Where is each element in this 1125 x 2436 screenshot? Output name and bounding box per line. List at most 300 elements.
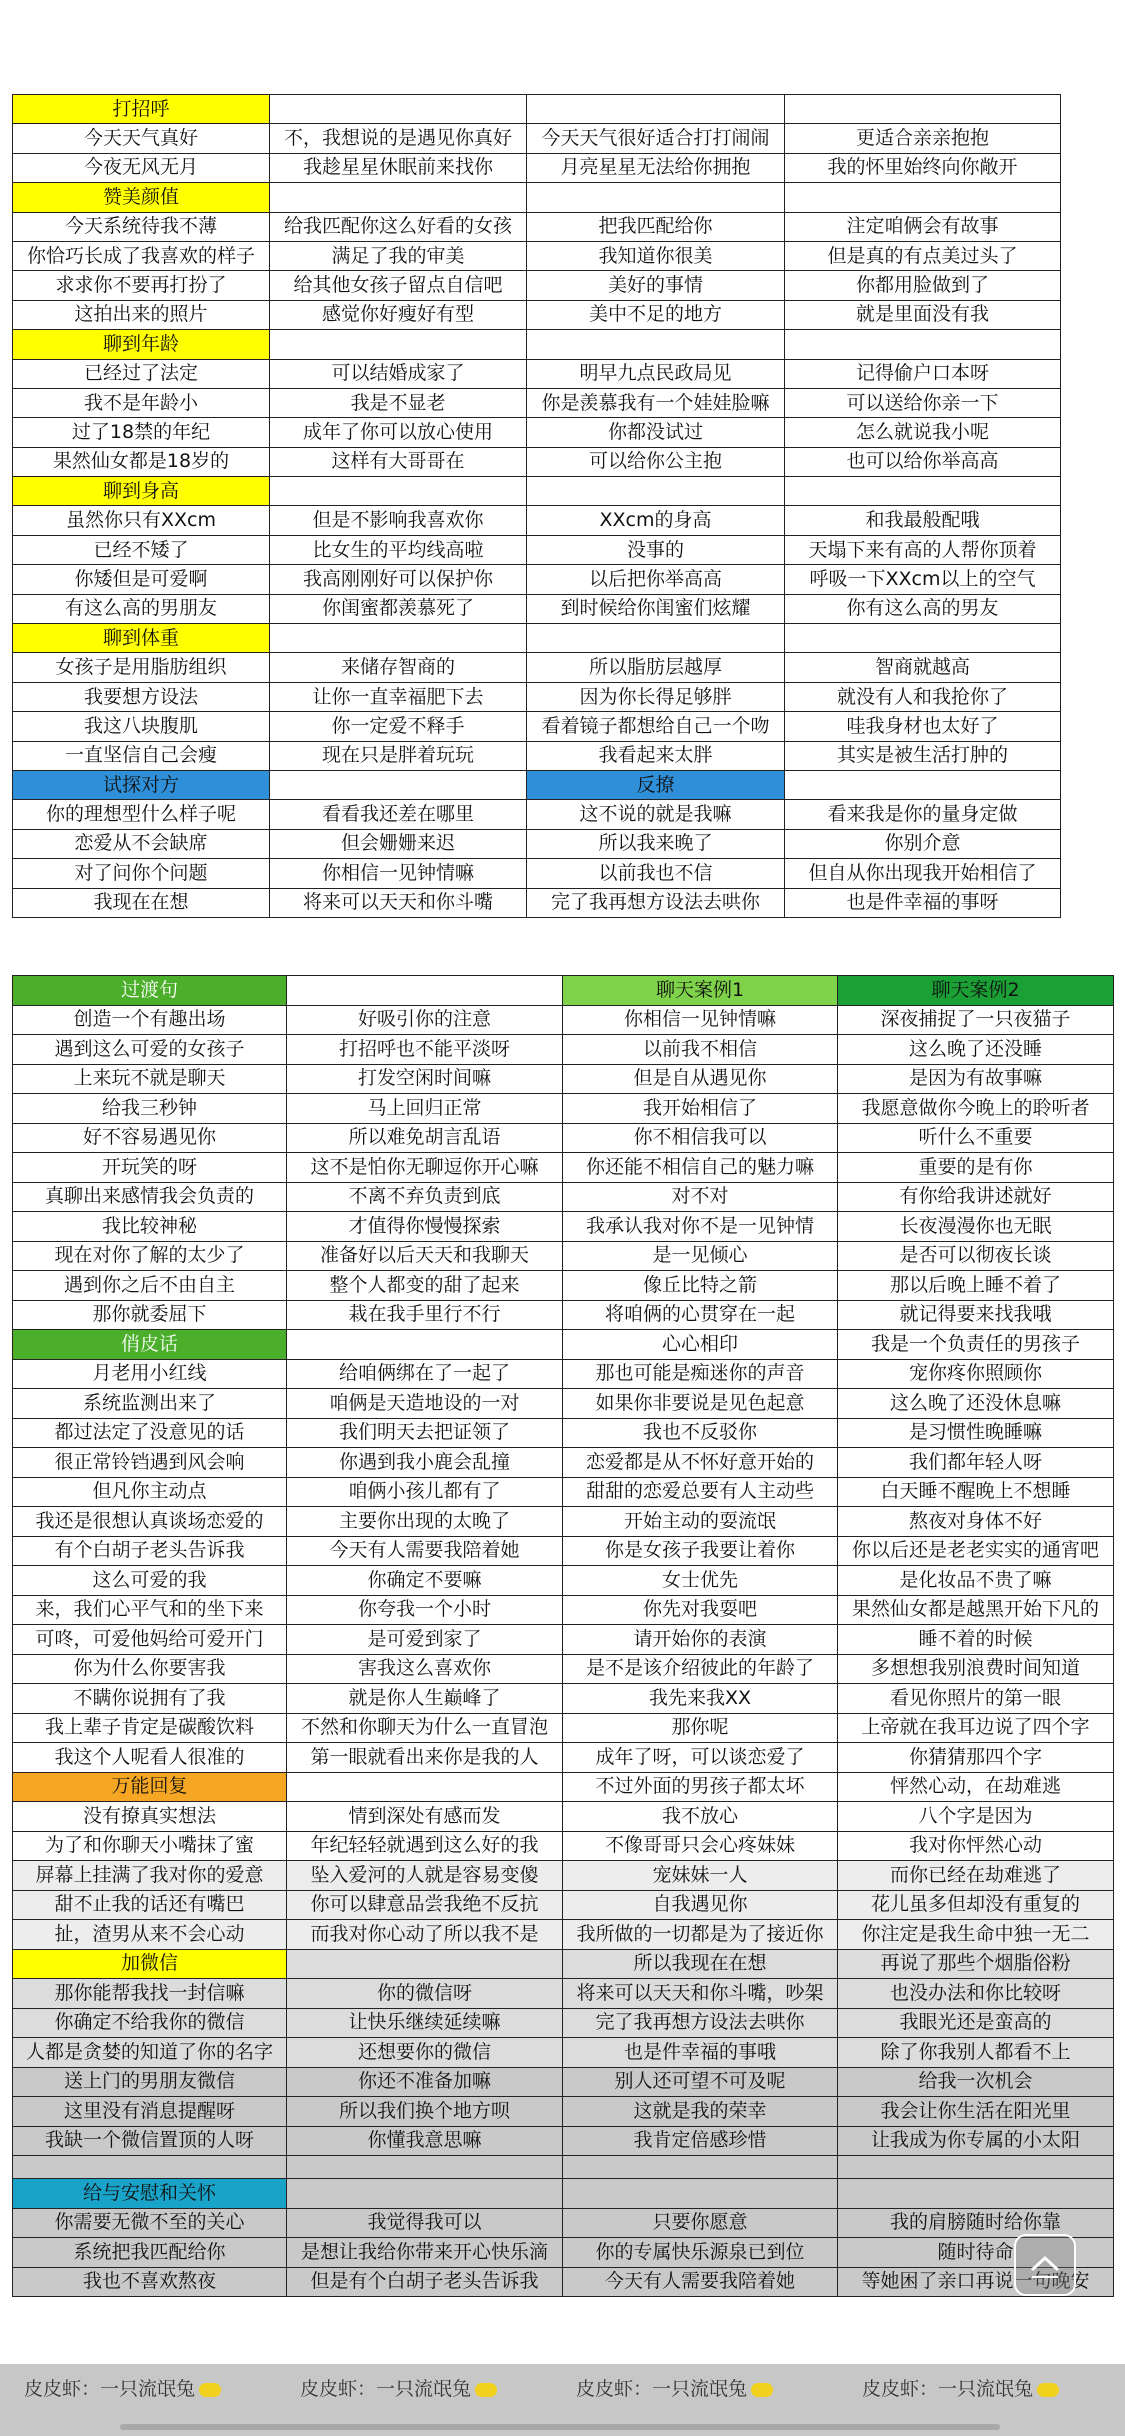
table-cell: 我缺一个微信置顶的人呀 <box>13 2126 287 2156</box>
table-cell: 果然仙女都是越黑开始下凡的 <box>838 1595 1114 1625</box>
table-cell: 栽在我手里行不行 <box>287 1300 563 1330</box>
table-cell: 但是有个白胡子老头告诉我 <box>287 2267 563 2297</box>
table-cell: 所以我来晚了 <box>527 829 785 858</box>
table-row <box>13 741 1061 770</box>
table-cell <box>785 624 1061 653</box>
table-cell <box>270 330 527 359</box>
table-row <box>13 1064 1114 1094</box>
table-row <box>13 594 1061 623</box>
table-cell: 我眼光还是蛮高的 <box>838 2008 1114 2038</box>
section-title-cell: 打招呼 <box>13 95 270 124</box>
table-cell: 坠入爱河的人就是容易变傻 <box>287 1861 563 1891</box>
table-cell: 你确定不给我你的微信 <box>13 2008 287 2038</box>
table-cell: 更适合亲亲抱抱 <box>785 124 1061 153</box>
table-cell: 像丘比特之箭 <box>563 1271 838 1301</box>
table-cell: 看见你照片的第一眼 <box>838 1684 1114 1714</box>
table-cell: 但是不影响我喜欢你 <box>270 506 527 535</box>
table-cell: 不然和你聊天为什么一直冒泡 <box>287 1713 563 1743</box>
table-cell: 你夸我一个小时 <box>287 1595 563 1625</box>
table-cell: 所以脂肪层越厚 <box>527 653 785 682</box>
table-cell: 以前我也不信 <box>527 859 785 888</box>
table-cell: 可咚，可爱他妈给可爱开门 <box>13 1625 287 1655</box>
table-row <box>13 2238 1114 2268</box>
table-cell <box>287 976 563 1006</box>
table-row <box>13 241 1061 270</box>
table-cell: 那你就委屈下 <box>13 1300 287 1330</box>
table-row <box>13 2038 1114 2068</box>
table-cell: 你是羡慕我有一个娃娃脸嘛 <box>527 388 785 417</box>
table-cell: 果然仙女都是18岁的 <box>13 447 270 476</box>
table-cell: 我的怀里始终向你敞开 <box>785 153 1061 182</box>
table-cell: 已经不矮了 <box>13 535 270 564</box>
table-cell: 很正常铃铛遇到风会响 <box>13 1448 287 1478</box>
section-header-row <box>13 2179 1114 2209</box>
section-header-row <box>13 95 1061 124</box>
section-title-cell: 聊到年龄 <box>13 330 270 359</box>
table-cell: 看来我是你的量身定做 <box>785 800 1061 829</box>
credit-2: 皮皮虾：一只流氓兔 <box>300 2374 497 2401</box>
table-row <box>13 800 1061 829</box>
table-cell: 你一定爱不释手 <box>270 712 527 741</box>
table-cell: 你注定是我生命中独一无二 <box>838 1920 1114 1950</box>
table-cell: 女士优先 <box>563 1566 838 1596</box>
table-row <box>13 1861 1114 1891</box>
table-cell: 甜甜的恋爱总要有人主动些 <box>563 1477 838 1507</box>
table-row <box>13 653 1061 682</box>
table-cell: 月亮星星无法给你拥抱 <box>527 153 785 182</box>
table-cell: 上帝就在我耳边说了四个字 <box>838 1713 1114 1743</box>
table-cell: 其实是被生活打肿的 <box>785 741 1061 770</box>
table-cell <box>785 95 1061 124</box>
table-cell: 已经过了法定 <box>13 359 270 388</box>
table-row <box>13 1271 1114 1301</box>
table-cell: 这么晚了还没休息嘛 <box>838 1389 1114 1419</box>
table-cell <box>785 477 1061 506</box>
table-cell: 这么可爱的我 <box>13 1566 287 1596</box>
table-cell <box>785 183 1061 212</box>
table-cell: 整个人都变的甜了起来 <box>287 1271 563 1301</box>
table-cell: 你猜猜那四个字 <box>838 1743 1114 1773</box>
table-cell: 哇我身材也太好了 <box>785 712 1061 741</box>
table-cell: 你还不准备加嘛 <box>287 2067 563 2097</box>
table-cell: 给咱俩绑在了一起了 <box>287 1359 563 1389</box>
table-cell: 年纪轻轻就遇到这么好的我 <box>287 1831 563 1861</box>
table-cell <box>270 624 527 653</box>
table-cell: 求求你不要再打扮了 <box>13 271 270 300</box>
table-cell <box>287 2179 563 2209</box>
table-cell: 把我匹配给你 <box>527 212 785 241</box>
table-cell: 准备好以后天天和我聊天 <box>287 1241 563 1271</box>
table-cell: 反撩 <box>527 770 785 799</box>
table-cell: 所以难免胡言乱语 <box>287 1123 563 1153</box>
emoji-icon <box>475 2383 497 2397</box>
scroll-top-button[interactable] <box>1014 2234 1076 2296</box>
table-cell <box>838 2179 1114 2209</box>
table-cell: 我这个人呢看人很准的 <box>13 1743 287 1773</box>
table-cell <box>287 2156 563 2179</box>
table-cell: 来，我们心平气和的坐下来 <box>13 1595 287 1625</box>
table-cell: 别人还可望不可及呢 <box>563 2067 838 2097</box>
table-cell: 系统监测出来了 <box>13 1389 287 1419</box>
table-cell: 我对你怦然心动 <box>838 1831 1114 1861</box>
table-cell: 过了18禁的年纪 <box>13 418 270 447</box>
section-header-row <box>13 770 1061 799</box>
table-cell: 是习惯性晚睡嘛 <box>838 1418 1114 1448</box>
table-cell: 这样有大哥哥在 <box>270 447 527 476</box>
table-cell: 也可以给你举高高 <box>785 447 1061 476</box>
table-row <box>13 1625 1114 1655</box>
table-cell <box>287 1330 563 1360</box>
table-row <box>13 2067 1114 2097</box>
table-cell: 你以后还是老老实实的通宵吧 <box>838 1536 1114 1566</box>
table-cell: 是想让我给你带来开心快乐滴 <box>287 2238 563 2268</box>
table-cell: 你相信一见钟情嘛 <box>563 1005 838 1035</box>
table-row <box>13 153 1061 182</box>
table-cell: 屏幕上挂满了我对你的爱意 <box>13 1861 287 1891</box>
table-row <box>13 1300 1114 1330</box>
table-row <box>13 2208 1114 2238</box>
table-cell: 我不放心 <box>563 1802 838 1832</box>
table-cell <box>270 183 527 212</box>
table-cell: 恋爱从不会缺席 <box>13 829 270 858</box>
credit-3: 皮皮虾：一只流氓兔 <box>576 2374 773 2401</box>
table-cell <box>785 330 1061 359</box>
table-cell: 给我一次机会 <box>838 2067 1114 2097</box>
credit-1: 皮皮虾：一只流氓兔 <box>24 2374 221 2401</box>
table-cell: 聊天案例2 <box>838 976 1114 1006</box>
table-cell: 不离不弃负责到底 <box>287 1182 563 1212</box>
table-cell: 我知道你很美 <box>527 241 785 270</box>
table-cell <box>270 770 527 799</box>
script-table-top <box>12 94 1061 918</box>
table-cell: 感觉你好瘦好有型 <box>270 300 527 329</box>
table-cell: 你的专属快乐源泉已到位 <box>563 2238 838 2268</box>
table-cell: 我是一个负责任的男孩子 <box>838 1330 1114 1360</box>
table-cell: 我开始相信了 <box>563 1094 838 1124</box>
table-row <box>13 712 1061 741</box>
table-cell: 睡不着的时候 <box>838 1625 1114 1655</box>
table-cell: 你相信一见钟情嘛 <box>270 859 527 888</box>
table-cell <box>785 770 1061 799</box>
table-cell: 你不相信我可以 <box>563 1123 838 1153</box>
table-cell: 害我这么喜欢你 <box>287 1654 563 1684</box>
table-cell: 我会让你生活在阳光里 <box>838 2097 1114 2127</box>
scrollbar[interactable] <box>120 2424 1000 2430</box>
table-cell: 我现在在想 <box>13 888 270 917</box>
table-cell: 我也不反驳你 <box>563 1418 838 1448</box>
table-row <box>13 1802 1114 1832</box>
table-row <box>13 1123 1114 1153</box>
table-cell: 聊天案例1 <box>563 976 838 1006</box>
table-row <box>13 1743 1114 1773</box>
section-header-row <box>13 1772 1114 1802</box>
table-cell: 等她困了亲口再说一句晚安 <box>838 2267 1114 2297</box>
table-cell: 这不是怕你无聊逗你开心嘛 <box>287 1153 563 1183</box>
emoji-icon <box>1037 2383 1059 2397</box>
table-cell: 我是不显老 <box>270 388 527 417</box>
table-cell: 你的理想型什么样子呢 <box>13 800 270 829</box>
table-cell: 这不说的就是我嘛 <box>527 800 785 829</box>
section-title-cell: 俏皮话 <box>13 1330 287 1360</box>
section-header-row <box>13 477 1061 506</box>
table-cell: 长夜漫漫你也无眠 <box>838 1212 1114 1242</box>
table-cell <box>838 2156 1114 2179</box>
table-row <box>13 447 1061 476</box>
table-cell <box>527 183 785 212</box>
table-cell: 打招呼也不能平淡呀 <box>287 1035 563 1065</box>
table-cell: 扯，渣男从来不会心动 <box>13 1920 287 1950</box>
table-row <box>13 1536 1114 1566</box>
table-cell: 以前我不相信 <box>563 1035 838 1065</box>
table-cell: 我们都年轻人呀 <box>838 1448 1114 1478</box>
section-header-row <box>13 330 1061 359</box>
table-cell: 明早九点民政局见 <box>527 359 785 388</box>
table-row <box>13 1595 1114 1625</box>
table-cell: 多想想我别浪费时间知道 <box>838 1654 1114 1684</box>
table-cell: 和我最般配哦 <box>785 506 1061 535</box>
table-cell <box>287 1949 563 1979</box>
table-cell: 因为你长得足够胖 <box>527 682 785 711</box>
table-row <box>13 1035 1114 1065</box>
table-cell: 就没有人和我抢你了 <box>785 682 1061 711</box>
table-cell: 开玩笑的呀 <box>13 1153 287 1183</box>
table-cell: 但是真的有点美过头了 <box>785 241 1061 270</box>
table-cell: 除了你我别人都看不上 <box>838 2038 1114 2068</box>
table-row <box>13 1005 1114 1035</box>
table-cell <box>527 95 785 124</box>
table-cell: 记得偷户口本呀 <box>785 359 1061 388</box>
table-cell: 创造一个有趣出场 <box>13 1005 287 1035</box>
emoji-icon <box>751 2383 773 2397</box>
table-cell: 你都没试过 <box>527 418 785 447</box>
table-cell: 我先来我XX <box>563 1684 838 1714</box>
table-row <box>13 124 1061 153</box>
table-row <box>13 1389 1114 1419</box>
table-cell: 一直坚信自己会瘦 <box>13 741 270 770</box>
table-cell: 你确定不要嘛 <box>287 1566 563 1596</box>
table-row <box>13 1359 1114 1389</box>
table-cell: 美中不足的地方 <box>527 300 785 329</box>
table-cell: 给其他女孩子留点自信吧 <box>270 271 527 300</box>
table-row <box>13 2267 1114 2297</box>
table-cell: 没有撩真实想法 <box>13 1802 287 1832</box>
table-cell: 但是自从遇见你 <box>563 1064 838 1094</box>
table-cell: 智商就越高 <box>785 653 1061 682</box>
table-row <box>13 1241 1114 1271</box>
table-row <box>13 682 1061 711</box>
table-cell: 看看我还差在哪里 <box>270 800 527 829</box>
table-row <box>13 418 1061 447</box>
table-cell: 宠妹妹一人 <box>563 1861 838 1891</box>
table-cell: 今天系统待我不薄 <box>13 212 270 241</box>
table-cell: 听什么不重要 <box>838 1123 1114 1153</box>
table-row <box>13 1094 1114 1124</box>
section-title-cell: 聊到体重 <box>13 624 270 653</box>
table-row <box>13 2156 1114 2179</box>
table-row <box>13 506 1061 535</box>
table-row <box>13 1654 1114 1684</box>
table-row <box>13 1153 1114 1183</box>
table-cell: 就记得要来找我哦 <box>838 1300 1114 1330</box>
table-cell: 上来玩不就是聊天 <box>13 1064 287 1094</box>
table-cell <box>527 624 785 653</box>
table-cell: 甜不止我的话还有嘴巴 <box>13 1890 287 1920</box>
table-cell: 可以送给你亲一下 <box>785 388 1061 417</box>
table-cell: 呼吸一下XXcm以上的空气 <box>785 565 1061 594</box>
script-table-bottom <box>12 975 1114 2297</box>
table-cell: 才值得你慢慢探索 <box>287 1212 563 1242</box>
section-header-row <box>13 1949 1114 1979</box>
table-cell: 你为什么你要害我 <box>13 1654 287 1684</box>
table-cell: 重要的是有你 <box>838 1153 1114 1183</box>
table-cell: 对不对 <box>563 1182 838 1212</box>
table-cell: 没事的 <box>527 535 785 564</box>
table-cell: 所以我们换个地方呗 <box>287 2097 563 2127</box>
table-cell: 恋爱都是从不怀好意开始的 <box>563 1448 838 1478</box>
table-cell: 是因为有故事嘛 <box>838 1064 1114 1094</box>
table-cell: 注定咱俩会有故事 <box>785 212 1061 241</box>
table-cell: 我比较神秘 <box>13 1212 287 1242</box>
table-row <box>13 829 1061 858</box>
table-cell: 不过外面的男孩子都太坏 <box>563 1772 838 1802</box>
table-row <box>13 1684 1114 1714</box>
table-cell <box>287 1772 563 1802</box>
table-cell: 你别介意 <box>785 829 1061 858</box>
table-cell: 我高刚刚好可以保护你 <box>270 565 527 594</box>
table-cell: 好吸引你的注意 <box>287 1005 563 1035</box>
table-cell: 我肯定倍感珍惜 <box>563 2126 838 2156</box>
table-row <box>13 1713 1114 1743</box>
table-row <box>13 1831 1114 1861</box>
table-cell: 那你能帮我找一封信嘛 <box>13 1979 287 2009</box>
table-cell: 只要你愿意 <box>563 2208 838 2238</box>
table-cell: 来储存智商的 <box>270 653 527 682</box>
table-cell: 不，我想说的是遇见你真好 <box>270 124 527 153</box>
table-row <box>13 2126 1114 2156</box>
section-title-cell: 过渡句 <box>13 976 287 1006</box>
table-cell: 自我遇见你 <box>563 1890 838 1920</box>
table-cell: 今夜无风无月 <box>13 153 270 182</box>
table-row <box>13 565 1061 594</box>
table-row <box>13 1182 1114 1212</box>
table-cell: 对了问你个问题 <box>13 859 270 888</box>
table-cell: 以后把你举高高 <box>527 565 785 594</box>
table-cell: 虽然你只有XXcm <box>13 506 270 535</box>
table-row <box>13 1418 1114 1448</box>
table-cell: 是不是该介绍彼此的年龄了 <box>563 1654 838 1684</box>
table-cell: 而我对你心动了所以我不是 <box>287 1920 563 1950</box>
table-cell: 现在对你了解的太少了 <box>13 1241 287 1271</box>
table-cell <box>563 2179 838 2209</box>
table-cell: 但会姗姗来迟 <box>270 829 527 858</box>
table-cell: 咱俩是天造地设的一对 <box>287 1389 563 1419</box>
table-cell: 月老用小红线 <box>13 1359 287 1389</box>
table-cell: 怎么就说我小呢 <box>785 418 1061 447</box>
table-row <box>13 271 1061 300</box>
table-cell: 开始主动的耍流氓 <box>563 1507 838 1537</box>
table-cell: 你先对我耍吧 <box>563 1595 838 1625</box>
table-row <box>13 388 1061 417</box>
table-row <box>13 2008 1114 2038</box>
table-cell: 但凡你主动点 <box>13 1477 287 1507</box>
table-cell: 宠你疼你照顾你 <box>838 1359 1114 1389</box>
table-cell: 让快乐继续延续嘛 <box>287 2008 563 2038</box>
table-cell: 美好的事情 <box>527 271 785 300</box>
table-row <box>13 212 1061 241</box>
table-cell: 我还是很想认真谈场恋爱的 <box>13 1507 287 1537</box>
table-cell: 这拍出来的照片 <box>13 300 270 329</box>
section-title-cell: 试探对方 <box>13 770 270 799</box>
table-cell: 比女生的平均线高啦 <box>270 535 527 564</box>
table-row <box>13 1212 1114 1242</box>
table-cell: 完了我再想方设法去哄你 <box>563 2008 838 2038</box>
table-cell: 今天有人需要我陪着她 <box>287 1536 563 1566</box>
section-title-cell: 给与安慰和关怀 <box>13 2179 287 2209</box>
table-cell: 那你呢 <box>563 1713 838 1743</box>
table-cell: 我上辈子肯定是碳酸饮料 <box>13 1713 287 1743</box>
section-header-row <box>13 1330 1114 1360</box>
table-cell: 我所做的一切都是为了接近你 <box>563 1920 838 1950</box>
section-header-row <box>13 183 1061 212</box>
table-cell: 你需要无微不至的关心 <box>13 2208 287 2238</box>
table-cell: 可以结婚成家了 <box>270 359 527 388</box>
table-cell: 我这八块腹肌 <box>13 712 270 741</box>
table-cell: 现在只是胖着玩玩 <box>270 741 527 770</box>
table-cell <box>527 330 785 359</box>
table-cell: 为了和你聊天小嘴抹了蜜 <box>13 1831 287 1861</box>
chevron-up-icon <box>1028 2250 1062 2280</box>
table-cell: 有这么高的男朋友 <box>13 594 270 623</box>
table-cell: 心心相印 <box>563 1330 838 1360</box>
table-cell: 我的肩膀随时给你靠 <box>838 2208 1114 2238</box>
table-cell: 还想要你的微信 <box>287 2038 563 2068</box>
section-title-cell: 赞美颜值 <box>13 183 270 212</box>
table-row <box>13 2097 1114 2127</box>
table-cell: 就是里面没有我 <box>785 300 1061 329</box>
table-cell: 情到深处有感而发 <box>287 1802 563 1832</box>
table-cell: 怦然心动，在劫难逃 <box>838 1772 1114 1802</box>
table-cell: 熬夜对身体不好 <box>838 1507 1114 1537</box>
table-cell: 我也不喜欢熬夜 <box>13 2267 287 2297</box>
table-cell: 成年了呀，可以谈恋爱了 <box>563 1743 838 1773</box>
table-cell: 是否可以彻夜长谈 <box>838 1241 1114 1271</box>
table-row <box>13 1477 1114 1507</box>
table-row <box>13 859 1061 888</box>
table-cell: 你恰巧长成了我喜欢的样子 <box>13 241 270 270</box>
table-row <box>13 1979 1114 2009</box>
table-cell: 送上门的男朋友微信 <box>13 2067 287 2097</box>
table-cell: 而你已经在劫难逃了 <box>838 1861 1114 1891</box>
table-cell: 我看起来太胖 <box>527 741 785 770</box>
table-cell: 如果你非要说是见色起意 <box>563 1389 838 1419</box>
table-cell: 不像哥哥只会心疼妹妹 <box>563 1831 838 1861</box>
table-cell <box>270 477 527 506</box>
table-cell: 有个白胡子老头告诉我 <box>13 1536 287 1566</box>
table-cell: 白天睡不醒晚上不想睡 <box>838 1477 1114 1507</box>
table-cell: 有你给我讲述就好 <box>838 1182 1114 1212</box>
table-cell: 可以给你公主抱 <box>527 447 785 476</box>
table-cell: 我承认我对你不是一见钟情 <box>563 1212 838 1242</box>
table-cell: 不瞒你说拥有了我 <box>13 1684 287 1714</box>
table-cell: 花儿虽多但却没有重复的 <box>838 1890 1114 1920</box>
table-cell: 让我成为你专属的小太阳 <box>838 2126 1114 2156</box>
table-cell: 也是件幸福的事呀 <box>785 888 1061 917</box>
section-title-cell: 聊到身高 <box>13 477 270 506</box>
table-cell: 好不容易遇见你 <box>13 1123 287 1153</box>
table-cell: 也是件幸福的事哦 <box>563 2038 838 2068</box>
section-header-row <box>13 624 1061 653</box>
table-cell: 系统把我匹配给你 <box>13 2238 287 2268</box>
